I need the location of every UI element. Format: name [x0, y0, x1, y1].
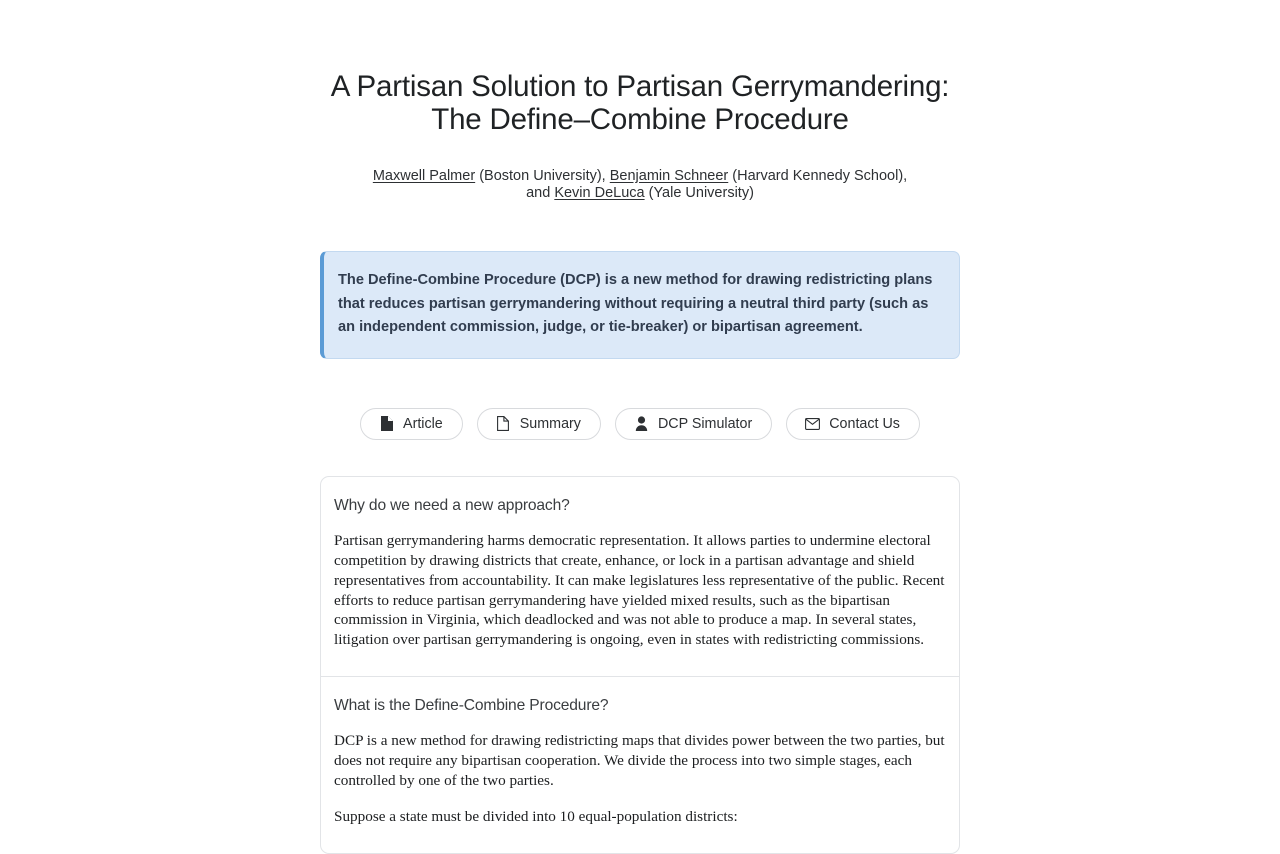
author-affiliation-1: (Boston University),	[475, 168, 610, 184]
section-what-is-dcp	[321, 676, 959, 853]
summary-callout	[320, 251, 960, 359]
envelope-icon	[806, 416, 819, 431]
summary-callout-text: The Define-Combine Procedure (DCP) is a new method for drawing redistricting plans that reduces partisan gerrymandering without requiring a neutral third party (such as an independent commission, judge, or tie-breaker) or bipartisan agreement.	[338, 272, 933, 336]
nav-button-contact-us-label: Contact Us	[829, 415, 900, 432]
author-link-benjamin-schneer[interactable]: Benjamin Schneer	[609, 168, 729, 184]
document-outline-icon	[497, 416, 510, 431]
nav-button-summary[interactable]	[477, 408, 601, 440]
nav-button-article-label: Article	[403, 415, 443, 432]
document-filled-icon	[380, 416, 393, 431]
section-heading: Why do we need a new approach?	[334, 496, 570, 514]
page-title-line-1: A Partisan Solution to Partisan Gerrymandering:	[330, 70, 950, 103]
nav-button-article[interactable]	[360, 408, 463, 440]
section-why-new-approach	[321, 477, 959, 676]
section-heading: What is the Define-Combine Procedure?	[334, 697, 609, 715]
author-byline	[320, 168, 960, 201]
page-title	[320, 70, 960, 136]
section-paragraph: Partisan gerrymandering harms democratic representation. It allows parties to undermine electoral competition by drawing districts that create, enhance, or lock in a partisan advantage and shield representatives from accountability. It can make legislatures less representative of the public. Recent efforts to reduce partisan gerrymandering have yielded mixed results, such as the bipartisan commission in Virginia, which deadlocked and was not able to produce a map. In several states, litigation over partisan gerrymandering is ongoing, even in states with redistricting commissions.	[334, 531, 945, 649]
person-icon	[635, 416, 648, 431]
page-title-line-2: The Define–Combine Procedure	[431, 103, 849, 136]
content-column	[320, 70, 960, 854]
section-paragraph: Suppose a state must be divided into 10 equal-population districts:	[334, 807, 738, 825]
author-affiliation-2: (Harvard Kennedy School),	[728, 168, 908, 184]
author-link-maxwell-palmer[interactable]: Maxwell Palmer	[372, 168, 476, 184]
nav-button-contact-us[interactable]	[786, 408, 920, 440]
author-affiliation-3: (Yale University)	[644, 184, 754, 201]
nav-button-dcp-simulator[interactable]	[615, 408, 772, 440]
section-paragraph: DCP is a new method for drawing redistricting maps that divides power between the two parties, but does not require any bipartisan cooperation. We divide the process into two simple stages, each controlled by one of the two parties.	[334, 732, 945, 790]
nav-button-dcp-simulator-label: DCP Simulator	[657, 415, 753, 432]
author-link-kevin-deluca[interactable]: Kevin DeLuca	[554, 184, 645, 201]
nav-button-summary-label: Summary	[519, 415, 581, 432]
nav-button-group	[320, 408, 960, 440]
author-conjunction: and	[526, 184, 555, 201]
content-card	[320, 476, 960, 854]
